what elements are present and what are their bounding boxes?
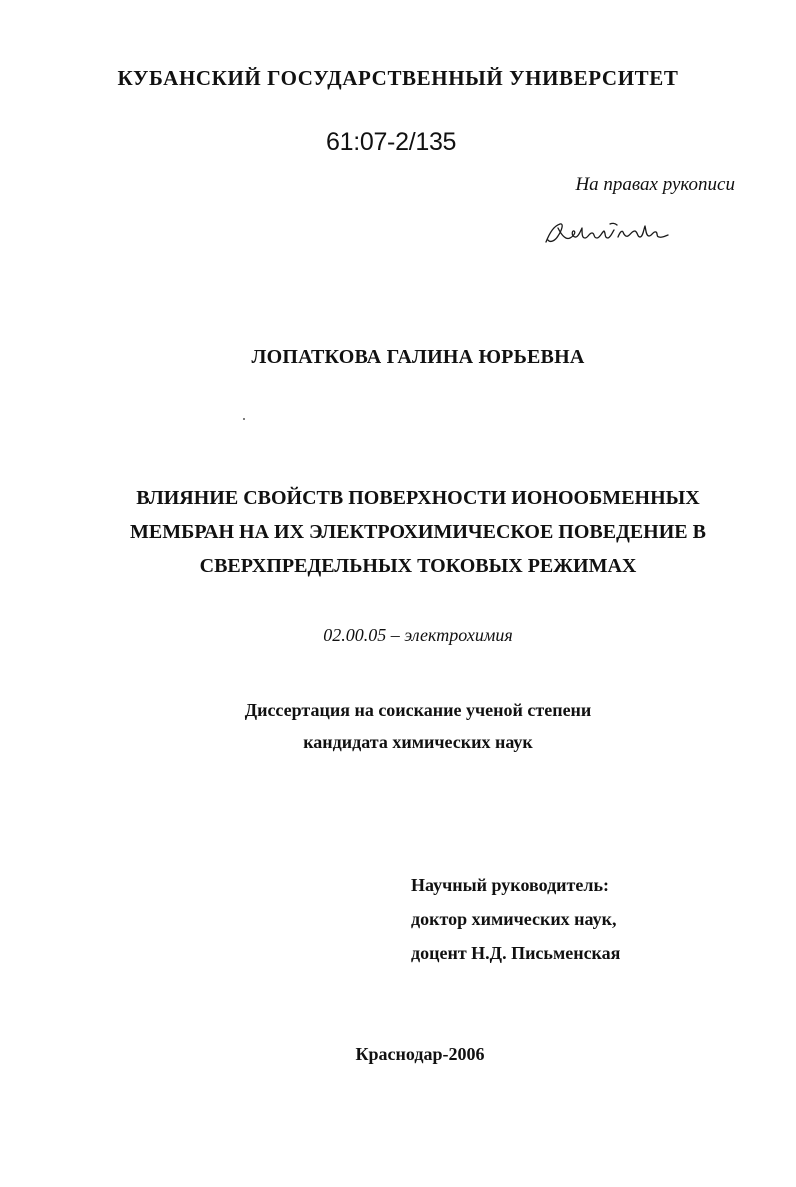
advisor-line: доцент Н.Д. Письменская [411, 943, 621, 963]
thesis-title [0, 481, 796, 583]
scan-speck [243, 418, 245, 420]
degree-line: кандидата химических наук [303, 732, 533, 752]
specialty-code: 02.00.05 – электрохимия [323, 625, 513, 645]
author-name: ЛОПАТКОВА ГАЛИНА ЮРЬЕВНА [251, 346, 585, 368]
manuscript-rights-note: На правах рукописи [575, 174, 735, 195]
city-year: Краснодар-2006 [355, 1044, 485, 1064]
thesis-title-line: ВЛИЯНИЕ СВОЙСТВ ПОВЕРХНОСТИ ИОНООБМЕННЫХ [136, 487, 700, 509]
library-shelf-code: 61:07-2/135 [326, 128, 457, 156]
thesis-title-line: СВЕРХПРЕДЕЛЬНЫХ ТОКОВЫХ РЕЖИМАХ [199, 555, 637, 577]
degree-statement [0, 694, 796, 758]
advisor-line: Научный руководитель: [411, 875, 609, 895]
university-name: КУБАНСКИЙ ГОСУДАРСТВЕННЫЙ УНИВЕРСИТЕТ [117, 66, 679, 90]
scientific-advisor [411, 868, 620, 970]
thesis-title-line: МЕМБРАН НА ИХ ЭЛЕКТРОХИМИЧЕСКОЕ ПОВЕДЕНИЕ В [130, 521, 706, 543]
degree-line: Диссертация на соискание ученой степени [244, 700, 592, 720]
author-signature [540, 216, 670, 256]
advisor-line: доктор химических наук, [411, 909, 617, 929]
